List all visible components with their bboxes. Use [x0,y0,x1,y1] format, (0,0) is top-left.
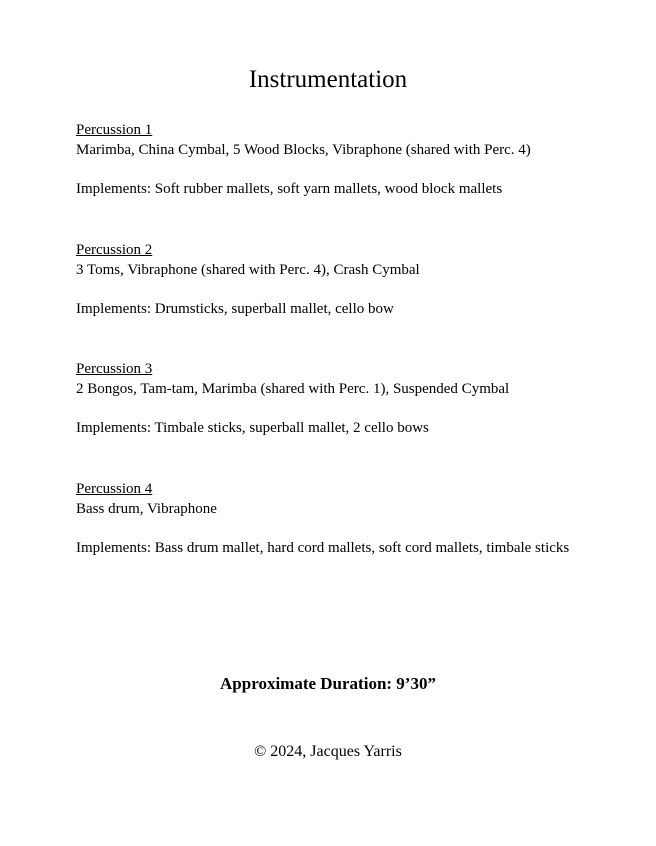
section-heading: Percussion 1 [76,122,153,138]
instrument-list: Bass drum, Vibraphone [76,501,217,517]
approximate-duration: Approximate Duration: 9’30” [220,674,436,693]
percussion-4-section [76,479,636,558]
instrument-list: 2 Bongos, Tam-tam, Marimba (shared with Perc. 1), Suspended Cymbal [76,381,510,397]
implements-list: Implements: Drumsticks, superball mallet, cello bow [76,301,394,317]
section-heading: Percussion 2 [76,242,153,258]
section-heading: Percussion 4 [76,481,153,497]
implements-list: Implements: Soft rubber mallets, soft yarn mallets, wood block mallets [76,181,503,197]
section-heading: Percussion 3 [76,361,153,377]
page-title: Instrumentation [248,66,408,93]
copyright-notice: © 2024, Jacques Yarris [254,743,402,760]
implements-list: Implements: Timbale sticks, superball mallet, 2 cello bows [76,420,429,436]
percussion-2-section [76,240,636,319]
instrument-list: 3 Toms, Vibraphone (shared with Perc. 4), Crash Cymbal [76,262,420,278]
instrument-list: Marimba, China Cymbal, 5 Wood Blocks, Vibraphone (shared with Perc. 4) [76,142,531,158]
implements-list: Implements: Bass drum mallet, hard cord mallets, soft cord mallets, timbale sticks [76,540,570,556]
percussion-3-section [76,359,636,438]
percussion-1-section [76,120,636,199]
